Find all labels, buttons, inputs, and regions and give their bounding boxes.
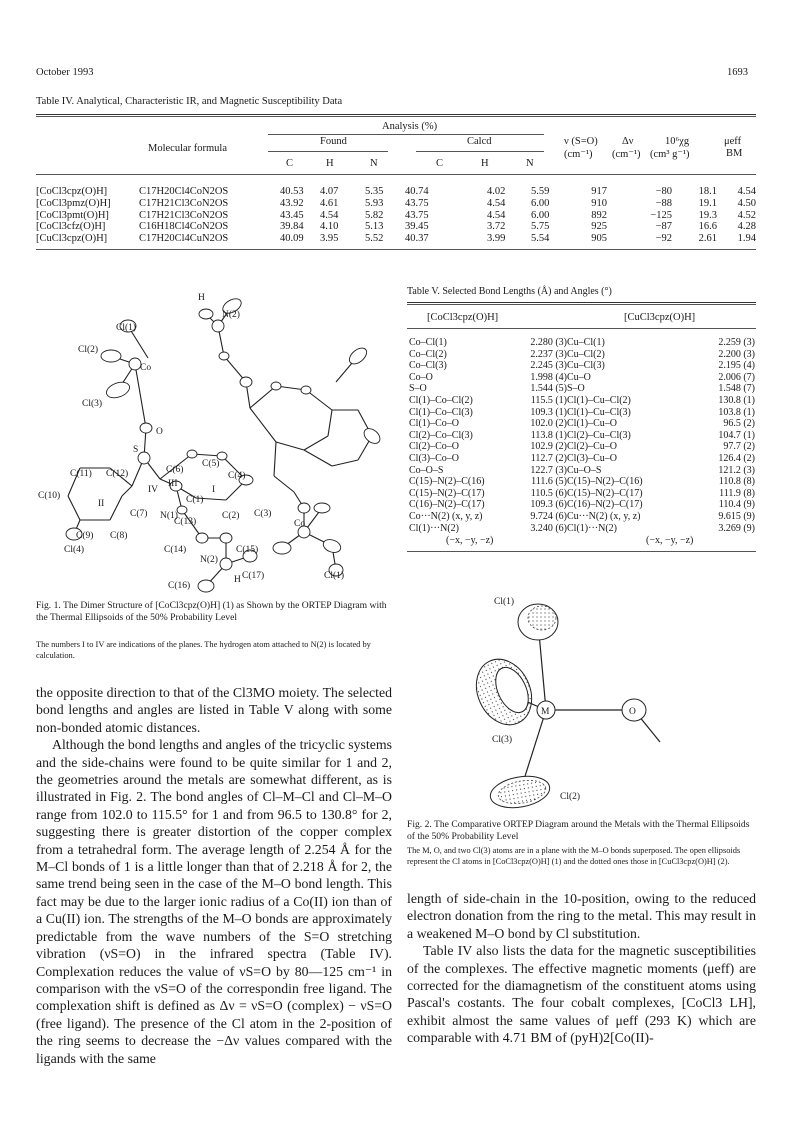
table-row [409,523,755,535]
bond-value: 102.9 (2) [530,441,567,453]
fig1-label: C(15) [236,545,259,555]
table-cell-fc: 39.84 [280,221,304,233]
fig1-label: C(16) [168,581,191,591]
bond-value: 2.237 (3) [530,348,567,360]
bond-value: 9.724 (6) [530,510,567,522]
table-cell-fc: 40.53 [280,186,304,197]
table-cell-fh: 4.10 [320,221,339,233]
table-cell-compound: [CuCl3cpz(O)H] [36,233,108,245]
fig1-label: Cl(4) [64,545,85,555]
table-cell-mu: 1.94 [737,233,756,245]
fig1-label: C(9) [76,531,94,541]
table-row [36,221,756,233]
fig1-label: N(1) [160,511,178,521]
table-row [409,499,755,511]
table4-top-rule [36,114,756,115]
body-right-column [407,890,756,1047]
bond-label: C(16)–N(2)–C(17) [409,499,485,511]
fig1-label: C(17) [242,571,265,581]
table-row [36,186,756,198]
fig1-label: N(2) [200,555,218,565]
table-cell-chi: 19.3 [698,209,717,221]
bond-value: 1.998 (4) [530,371,567,383]
table-row [409,476,755,488]
table4-col-n-found: N [370,158,378,169]
table-row [409,383,755,395]
table-cell-nu: 917 [591,186,607,197]
bond-value: 1.548 (7) [718,383,755,395]
table-cell-chi: 18.1 [698,186,717,197]
bond-label: Cl(2)–Co–O [409,441,459,453]
table-cell-mu: 4.52 [737,209,756,221]
fig2-ortep-diagram [460,592,700,814]
bond-label: C(15)–N(2)–C(17) [409,487,485,499]
table-cell-nu: 925 [591,221,607,233]
table-cell-cc: 39.45 [405,221,429,233]
fig1-label: Cl(3) [82,399,103,409]
table-cell-compound: [CoCl3pmt(O)H] [36,209,109,221]
bond-value: 111.6 (5) [531,476,567,488]
table4-mu-header: μeff [724,136,742,147]
bond-value: 9.615 (9) [718,510,755,522]
table-cell-dnu: −125 [650,209,672,221]
bond-value: 110.5 (6) [530,487,567,499]
table-cell-ch: 4.54 [487,197,506,209]
bond-label: Cl(1)–Co–Cl(3) [409,406,473,418]
body-paragraph: the opposite direction to that of the Cl3MO moiety. The selected bond lengths and angles are listed in Table V along with some non-bonded atomic distances. [36,685,392,735]
table-row [409,407,755,419]
table4-mu-unit: BM [726,148,743,159]
fig1-label: Co [140,363,152,373]
table-row [36,233,756,245]
fig2-label-m: M [541,707,550,717]
fig1-label: H [234,575,241,585]
bond-value: 130.8 (1) [718,394,755,406]
bond-label: Cl(1)–Co–Cl(2) [409,394,473,406]
page-number: 1693 [727,67,748,78]
fig1-label: H [198,293,205,303]
table-cell-formula: C17H21Cl3CoN2OS [139,209,229,221]
bond-value: 110.4 (9) [718,499,755,511]
table-cell-cn: 6.00 [531,209,550,221]
table-cell-dnu: −80 [655,186,672,197]
table-row [409,453,755,465]
fig1-label: II [98,499,105,509]
table-row [409,360,755,372]
bond-value: 103.8 (1) [718,406,755,418]
fig1-label: C(10) [38,491,61,501]
bond-value: 122.7 (3) [530,464,567,476]
fig1-label: C(3) [254,509,272,519]
fig2-label-o: O [629,707,636,717]
table5 [409,337,755,534]
table-cell-fh: 4.61 [320,197,339,209]
bond-label: Cl(1)–Co–O [409,418,459,430]
bond-value: 104.7 (1) [718,429,755,441]
table4-formula-header: Molecular formula [148,143,228,154]
table4-col-h-calcd: H [481,158,489,169]
bond-label: Cl(1)···N(2) [409,522,459,534]
table-cell-mu: 4.54 [737,186,756,197]
table-cell-compound: [CoCl3pmz(O)H] [36,197,111,209]
table-cell-formula: C17H20Cl4CoN2OS [139,186,229,197]
fig2-label-cl1: Cl(1) [494,597,515,607]
bond-label: Co–O–S [409,464,444,476]
bond-value: 102.0 (2) [530,418,567,430]
fig1-label: C(5) [202,459,220,469]
fig1-label: IV [148,485,159,495]
table-cell-cn: 5.75 [531,221,550,233]
table-cell-cc: 40.37 [405,233,429,245]
table-cell-fh: 4.07 [320,186,339,197]
bond-label: Cl(1)–Cu–Cl(3) [567,406,631,418]
fig1-label: C(4) [228,471,246,481]
bond-value: 115.5 (1) [530,394,567,406]
bond-value: 121.2 (3) [718,464,755,476]
fig1-caption: Fig. 1. The Dimer Structure of [CoCl3cpz(O)H] (1) as Shown by the ORTEP Diagram with the Thermal Ellipsoids of the 50% Probability Level [36,600,387,623]
body-paragraph: Although the bond lengths and angles of the tricyclic systems and the side-chains were found to be quite similar for 1 and 2, the geometries around the metals are somewhat different, as is illustrated in Fig. 2. The bond angles of Cl–M–Cl and Cl–M–O range from 102.0 to 115.5° for 1 and from 96.5 to 130.8° for 2, suggesting there is greater distortion of the copper complex from a tetrahedral form. The average length of 2.254 Å for the M–Cl bonds of 1 is a little longer than that of 2.218 Å for 2, the same trend being seen in the case of the M–O bond length. This fact may be due to the larger ionic radius of a Co(II) ion than of a Cu(II) ion. The strengths of the M–O bonds are approximately predictable from the wave numbers of the S=O stretching vibration (νS=O) in the infrared spectra (Table IV). Complexation reduces the value of νS=O by 80—125 cm⁻¹ in comparison with the νS=O of the correspondin free ligand. The complexation shift is defined as Δν = νS=O (complex) − νS=O (free ligand). The presence of the Cl atom in the 2-position of the ring seems to decrease the −Δν values compared with the ligands with the same [36,737,392,1066]
bond-label: Cl(1)–Cu–O [567,418,617,430]
bond-label: Cu···N(2) (x, y, z) [567,510,641,522]
table4-head-rule [36,174,756,175]
bond-value: 112.7 (2) [530,452,567,464]
bond-label: Co–Cl(2) [409,348,447,360]
fig1-label: C(12) [106,469,129,479]
table5-head-co: [CoCl3cpz(O)H] [427,312,499,323]
table4-dnu-unit: (cm⁻¹) [612,149,641,160]
table-cell-chi: 2.61 [698,233,717,245]
table4-col-c-calcd: C [436,158,444,169]
bond-label: Cu–Cl(3) [567,360,605,372]
table-cell-cn: 6.00 [531,197,550,209]
fig1-label: C(11) [70,469,92,479]
table-row [36,210,756,222]
table-cell-nu: 892 [591,209,607,221]
fig1-label: C(14) [164,545,187,555]
fig1-label: O [156,427,163,437]
fig1-label: I [212,485,216,495]
fig2-note: The M, O, and two Cl(3) atoms are in a plane with the M–O bonds superposed. The open ellipsoids represent the Cl atoms in [CoCl3cpz(O)H] (1) and the dotted ones those in [CuCl3cpz(O)H] (2). [407,846,741,866]
table-cell-nu: 905 [591,233,607,245]
table-row [409,511,755,523]
fig2-caption: Fig. 2. The Comparative ORTEP Diagram around the Metals with the Thermal Ellipsoids of the 50% Probability Level [407,819,750,842]
bond-label: Co–Cl(1) [409,337,447,348]
bond-value: 2.200 (3) [718,348,755,360]
fig2-label-cl3: Cl(3) [492,735,513,745]
table5-sym-co: (−x, −y, −z) [446,535,494,546]
fig1-ortep-diagram [36,286,402,596]
table-row [409,430,755,442]
bond-label: C(15)–N(2)–C(17) [567,487,643,499]
fig1-label: III [168,479,178,489]
table-cell-formula: C17H20Cl4CuN2OS [139,233,229,245]
table-row [409,395,755,407]
table5-top-rule [407,302,756,303]
fig1-label: C(1) [186,495,204,505]
table-row [409,349,755,361]
running-header-date: October 1993 [36,67,94,78]
fig1-note: The numbers I to IV are indications of the planes. The hydrogen atom attached to N(2) is located by calculation. [36,640,371,660]
bond-value: 111.9 (8) [719,487,755,499]
fig1-label: C(13) [174,517,197,527]
table-cell-fn: 5.93 [365,197,384,209]
bond-value: 2.195 (4) [718,360,755,372]
table-cell-nu: 910 [591,197,607,209]
table-cell-ch: 3.99 [487,233,506,245]
bond-value: 110.8 (8) [718,476,755,488]
table4-dnu-header: Δν [622,136,634,147]
fig1-label: Cl(1) [116,323,137,333]
table4 [36,186,756,245]
table-cell-fn: 5.35 [365,186,384,197]
bond-label: Co–Cl(3) [409,360,447,372]
table4-nu-unit: (cm⁻¹) [564,149,593,160]
table-cell-cc: 43.75 [405,197,429,209]
table4-analysis-rule [268,134,544,135]
table4-found-header: Found [320,136,347,147]
table4-bottom-rule [36,249,756,250]
bond-value: 109.3 (6) [530,499,567,511]
bond-value: 126.4 (2) [718,452,755,464]
fig1-label: Cl(1) [324,571,345,581]
bond-value: 2.259 (3) [718,337,755,348]
table-cell-fn: 5.52 [365,233,384,245]
table-cell-compound: [CoCl3cfz(O)H] [36,221,106,233]
table-cell-fc: 43.92 [280,197,304,209]
table4-col-n-calcd: N [526,158,534,169]
table-cell-dnu: −88 [655,197,672,209]
table-cell-fc: 40.09 [280,233,304,245]
table5-head-cu: [CuCl3cpz(O)H] [624,312,696,323]
bond-value: 96.5 (2) [723,418,755,430]
bond-value: 97.7 (2) [723,441,755,453]
table-cell-dnu: −87 [655,221,672,233]
bond-label: C(15)–N(2)–C(16) [567,476,643,488]
table-cell-cn: 5.54 [531,233,550,245]
bond-label: Cu–Cl(2) [567,348,605,360]
table-cell-fn: 5.82 [365,209,384,221]
table-cell-ch: 4.54 [487,209,506,221]
table-cell-chi: 16.6 [698,221,717,233]
bond-label: Cl(2)–Co–Cl(3) [409,429,473,441]
table4-found-rule [268,151,388,152]
table-row [36,198,756,210]
table-cell-mu: 4.50 [737,197,756,209]
body-paragraph: length of side-chain in the 10-position, owing to the reduced electron donation from the ring to the metal. This may result in a weakened M–O bond by Cl substitution. [407,891,756,941]
fig1-label: Co [294,519,306,529]
bond-label: Co···N(2) (x, y, z) [409,510,483,522]
bond-value: 3.240 (6) [530,522,567,534]
table-cell-chi: 19.1 [698,197,717,209]
table4-top-rule-2 [36,116,756,117]
bond-label: Cl(1)···N(2) [567,522,617,534]
bond-label: S–O [409,383,427,395]
table5-sym-cu: (−x, −y, −z) [646,535,694,546]
bond-label: Co–O [409,371,433,383]
table-cell-fc: 43.45 [280,209,304,221]
table-row [409,372,755,384]
body-left-column [36,684,392,1067]
table-cell-mu: 4.28 [737,221,756,233]
table-row [409,441,755,453]
table4-calcd-header: Calcd [467,136,492,147]
table4-analysis-header: Analysis (%) [382,121,438,132]
table5-head-rule [407,328,756,329]
bond-value: 2.006 (7) [718,371,755,383]
table-cell-formula: C16H18Cl4CoN2OS [139,221,229,233]
table5-caption: Table V. Selected Bond Lengths (Å) and Angles (°) [407,286,612,297]
bond-label: Cl(3)–Cu–O [567,452,617,464]
fig1-label: Cl(2) [78,345,99,355]
fig2-label-cl2: Cl(2) [560,792,581,802]
table5-bottom-rule [407,551,756,552]
table-cell-ch: 4.02 [487,186,506,197]
bond-label: Cl(2)–Cu–O [567,441,617,453]
table-cell-ch: 3.72 [487,221,506,233]
bond-label: Cl(1)–Cu–Cl(2) [567,394,631,406]
table4-chi-header: 10⁶χg [665,136,690,147]
table4-col-c-found: C [286,158,294,169]
table-row [409,465,755,477]
table4-nu-header: ν (S=O) [564,136,598,147]
table4-calcd-rule [416,151,544,152]
table-row [409,418,755,430]
table-cell-compound: [CoCl3cpz(O)H] [36,186,108,197]
table-cell-dnu: −92 [655,233,672,245]
table4-caption: Table IV. Analytical, Characteristic IR, and Magnetic Susceptibility Data [36,96,343,107]
bond-value: 2.280 (3) [530,337,567,348]
table4-col-h-found: H [326,158,334,169]
table-row [409,337,755,349]
bond-label: Cu–O [567,371,591,383]
bond-value: 2.245 (3) [530,360,567,372]
fig1-label: C(2) [222,511,240,521]
table-row [409,488,755,500]
bond-value: 113.8 (1) [530,429,567,441]
bond-label: S–O [567,383,585,395]
fig1-label: S [133,445,139,455]
table5-top-rule-2 [407,304,756,305]
table-cell-fh: 3.95 [320,233,339,245]
bond-label: C(15)–N(2)–C(16) [409,476,485,488]
body-paragraph: Table IV also lists the data for the magnetic susceptibilities of the complexes. The effective magnetic moments (μeff) are corrected for the diamagnetism of the constituent atoms using Pascal's costants. The four cobalt complexes, [CoCl3 LH], exhibit almost the same values of μeff (293 K) which are comparable with 4.71 BM of (pyH)2[Co(II)- [407,943,756,1046]
bond-label: Cu–Cl(1) [567,337,605,348]
table-cell-cn: 5.59 [531,186,550,197]
bond-label: Cu–O–S [567,464,602,476]
bond-value: 3.269 (9) [718,522,755,534]
bond-label: Cl(2)–Cu–Cl(3) [567,429,631,441]
bond-label: C(16)–N(2)–C(17) [567,499,643,511]
bond-label: Cl(3)–Co–O [409,452,459,464]
table-cell-cc: 40.74 [405,186,429,197]
fig1-label: C(8) [110,531,128,541]
table-cell-fn: 5.13 [365,221,384,233]
bond-value: 1.544 (5) [530,383,567,395]
bond-value: 109.3 (1) [530,406,567,418]
fig1-label: C(7) [130,509,148,519]
table4-chi-unit: (cm³ g⁻¹) [650,149,690,160]
table-cell-cc: 43.75 [405,209,429,221]
fig1-label: C(6) [166,465,184,475]
table-cell-formula: C17H21Cl3CoN2OS [139,197,229,209]
table-cell-fh: 4.54 [320,209,339,221]
fig1-label: N(2) [222,310,240,320]
